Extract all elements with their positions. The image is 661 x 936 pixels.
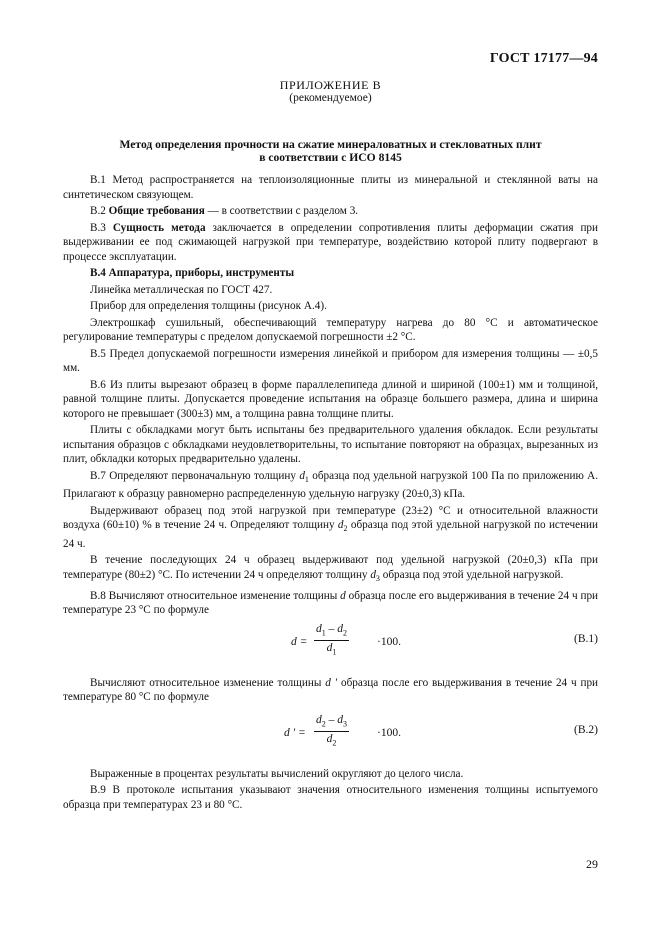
clause-b3-label: В.3 — [90, 221, 106, 234]
formula-b2-multiplier: ·100. — [377, 726, 401, 739]
formula-b2-denominator: $d_2$ — [326, 733, 337, 748]
formula-b1-numerator: $d_1 - d_2$ — [314, 622, 349, 641]
var-sub: 1 — [304, 474, 309, 484]
method-title-line1: Метод определения прочности на сжатие минераловатных и стекловатных плит — [119, 138, 542, 151]
var-d: d — [370, 568, 376, 581]
clause-b7-2a: Выдерживают образец под этой нагрузкой при температуре (23±2) °С и относительной влажности воздуха (60±10) % в течение 24 ч. Определяют толщину — [63, 504, 598, 532]
standard-number: ГОСТ 17177—94 — [489, 51, 598, 66]
formula-b2-number: (В.2) — [574, 723, 598, 736]
clause-b4-item2: Прибор для определения толщины (рисунок А.4). — [90, 300, 327, 312]
formula-b1 — [63, 622, 598, 662]
formula-b2-fraction — [314, 713, 349, 751]
clause-b5: В.5 Предел допускаемой погрешности измерения линейкой и прибором для измерения толщины — ±0,5 мм. — [63, 347, 598, 374]
clause-b7 — [63, 469, 598, 502]
var-d: d — [337, 519, 344, 532]
clause-b7-b: образца под удельной нагрузкой 100 Па по приложению А. Прилагают к образцу равномерно распределенную удельную нагрузку (20±0,3) кПа. — [63, 469, 599, 501]
clause-b7-a: В.7 Определяют первоначальную толщину — [90, 469, 296, 482]
clause-b7-para3 — [63, 553, 598, 586]
clause-b6-para2: Плиты с обкладками могут быть испытаны без предварительного удаления обкладок. Если результаты испытания образцов с обкладками неудовлетворительны, то испытание повторяют на образцах, вырезанных из плит, обкладки которых предварительно удалены. — [63, 424, 598, 465]
method-title-line2: в соответствии с ИСО 8145 — [259, 151, 402, 164]
appendix-subtitle: (рекомендуемое) — [289, 92, 372, 104]
var-d-prime: d ′ — [325, 676, 338, 689]
formula-b1-fraction — [314, 622, 349, 660]
clause-b2-label: В.2 — [90, 205, 106, 217]
clause-b2 — [63, 204, 598, 219]
clause-b4-heading: В.4 Аппаратура, приборы, инструменты — [90, 267, 295, 279]
clause-b4-item3: Электрошкаф сушильный, обеспечивающий температуру нагрева до 80 °С и автоматическое регулирование температуры с пределом допускаемой погрешности ±2 °С. — [63, 316, 598, 343]
var-d: d — [340, 589, 346, 602]
clause-b8-2b: образца после его выдерживания в течение 24 ч при температуре 80 °С по формуле — [63, 676, 599, 704]
clause-b7-2b: образца под этой удельной нагрузкой по истечении 24 ч. — [63, 519, 599, 550]
clause-b7-para2 — [63, 504, 598, 552]
clause-b7-3a: В течение последующих 24 ч образец выдерживают под удельной нагрузкой (20±0,3) кПа при температуре (80±2) °С. По истечении 24 ч определяют толщину — [63, 554, 598, 581]
appendix-title: ПРИЛОЖЕНИЕ В — [279, 78, 382, 92]
clause-b2-rest: — в соответствии с разделом 3. — [207, 205, 359, 217]
clause-b8-para2 — [63, 676, 598, 705]
clause-b3 — [63, 221, 598, 265]
clause-b4-item1: Линейка металлическая по ГОСТ 427. — [90, 283, 273, 296]
formula-b1-lhs: d = — [291, 635, 308, 648]
formula-b2-numerator: $d_2 - d_3$ — [314, 713, 349, 732]
formula-b2-lhs: d ′ = — [284, 726, 306, 739]
clause-b3-bold: Сущность метода — [112, 221, 206, 234]
method-title — [90, 138, 571, 164]
clause-b1: В.1 Метод распространяется на теплоизоляционные плиты из минеральной и стеклянной ваты на синтетическом связующем. — [63, 174, 598, 201]
clause-b8-b: образца после его выдерживания в течение 24 ч при температуре 23 °С по формуле — [63, 589, 599, 617]
formula-b1-denominator: $d_1$ — [326, 642, 337, 657]
formula-b1-multiplier: ·100. — [377, 635, 401, 648]
clause-b8 — [63, 589, 598, 618]
var-sub: 2 — [343, 524, 348, 534]
clause-b3-rest: заключается в определении сопротивления плиты деформации сжатия при выдерживании ее под сжимающей нагрузкой при температуре, воздействию которой плиту подвергают в процессе эксплуатации. — [63, 221, 599, 263]
document-body — [63, 173, 598, 814]
clause-b8-para3: Выраженные в процентах результаты вычислений округляют до целого числа. — [90, 767, 464, 780]
clause-b6: В.6 Из плиты вырезают образец в форме параллелепипеда длиной и шириной (100±1) мм и толщиной, равной толщине плиты. Допускается проведение испытания на образце большего размера, длина и ширина которого не превышает (300±3) мм, а толщина равна толщине плиты. — [63, 378, 598, 420]
var-sub: 3 — [375, 574, 380, 584]
formula-b2 — [63, 713, 598, 753]
clause-b8-a: В.8 Вычисляют относительное изменение толщины — [90, 589, 338, 602]
clause-b7-3b: образца под этой удельной нагрузкой. — [382, 568, 564, 581]
formula-b1-number: (В.1) — [574, 632, 598, 645]
page-number: 29 — [586, 857, 598, 871]
clause-b9: В.9 В протоколе испытания указывают значения относительного изменения толщины испытуемого образца при температурах 23 и 80 °С. — [63, 784, 598, 811]
clause-b2-bold: Общие требования — [108, 205, 205, 217]
var-d: d — [299, 469, 305, 482]
clause-b8-2a: Вычисляют относительное изменение толщины — [90, 676, 322, 689]
